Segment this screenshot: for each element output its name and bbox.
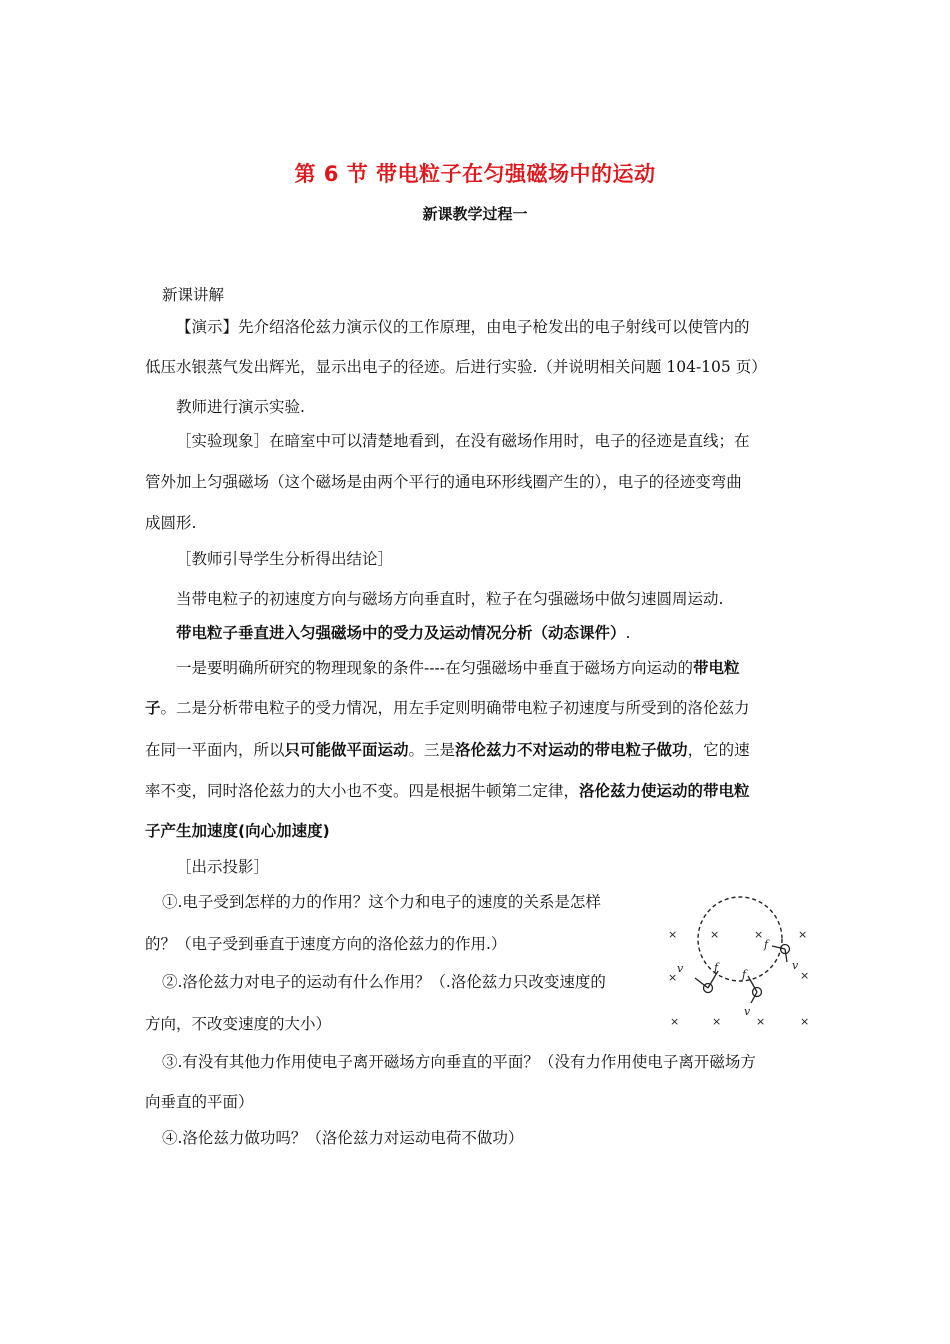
question-2-line2: 方向，不改变速度的大小） [145, 1015, 332, 1033]
para-guide: ［教师引导学生分析得出结论］ [176, 550, 394, 568]
field-mark: × [712, 1015, 722, 1028]
field-mark: × [668, 928, 678, 941]
analysis-bold: 子产生加速度(向心加速度) [145, 822, 330, 840]
velocity-arrow [785, 949, 787, 962]
analysis-bold: 带电粒 [692, 659, 740, 677]
para-analysis-line5 [145, 821, 330, 841]
magnetic-field-marks [668, 928, 809, 1028]
analysis-text: 在同一平面内，所以 [145, 741, 285, 759]
para-projection: ［出示投影］ [176, 858, 270, 876]
question-1-line2: 的？（电子受到垂直于速度方向的洛伦兹力的作用.） [145, 935, 507, 953]
para-teacher-demo: 教师进行演示实验. [176, 398, 305, 416]
field-mark: × [800, 1015, 810, 1028]
question-4: ④.洛伦兹力做功吗？（洛伦兹力对运动电荷不做功） [162, 1129, 524, 1147]
velocity-label: v [744, 1005, 751, 1018]
velocity-arrow [751, 992, 757, 1003]
lorentz-circle-figure [662, 893, 812, 1033]
field-mark: × [754, 928, 764, 941]
force-arrow [772, 946, 785, 949]
velocity-label: v [792, 959, 799, 972]
analysis-bold: 只可能做平面运动 [284, 741, 409, 759]
analysis-text: 。三是 [408, 741, 456, 759]
para-analysis-line2 [145, 698, 750, 718]
analysis-bold: 子 [145, 699, 161, 717]
velocity-arrow [695, 978, 708, 988]
velocity-label: v [677, 962, 684, 975]
para-phenomenon-line3: 成圆形. [145, 514, 197, 532]
para-analysis-heading [176, 623, 630, 643]
question-1-line1: ①.电子受到怎样的力的作用？这个力和电子的速度的关系是怎样 [162, 893, 601, 911]
para-demo-line2: 低压水银蒸气发出辉光，显示出电子的径迹。后进行实验.（并说明相关问题 104-105 页） [145, 358, 767, 376]
para-analysis-line4 [145, 781, 750, 801]
analysis-heading-bold: 带电粒子垂直进入匀强磁场中的受力及运动情况分析（动态课件） [176, 624, 626, 642]
page-subtitle: 新课教学过程一 [422, 205, 528, 223]
para-demo-line1: 【演示】先介绍洛伦兹力演示仪的工作原理，由电子枪发出的电子射线可以使管内的 [176, 318, 750, 336]
para-analysis-line1 [176, 658, 739, 678]
analysis-text: 一是要明确所研究的物理现象的条件----在匀强磁场中垂直于磁场方向运动的 [176, 659, 693, 677]
question-3-line2: 向垂直的平面） [145, 1093, 254, 1111]
question-2-line1: ②.洛伦兹力对电子的运动有什么作用？（.洛伦兹力只改变速度的 [162, 973, 606, 991]
analysis-heading-tail: . [625, 624, 631, 642]
page-title: 第 6 节 带电粒子在匀强磁场中的运动 [294, 162, 656, 186]
field-mark: × [668, 971, 678, 984]
analysis-text: 。二是分析带电粒子的受力情况，用左手定则明确带电粒子初速度与所受到的洛伦兹力 [160, 699, 750, 717]
analysis-text: 率不变，同时洛伦兹力的大小也不变。四是根据牛顿第二定律， [145, 782, 580, 800]
analysis-bold: 洛伦兹力使运动的带电粒 [579, 782, 750, 800]
force-label: f [714, 961, 719, 974]
field-mark: × [710, 928, 720, 941]
field-mark: × [670, 1015, 680, 1028]
section-label: 新课讲解 [162, 286, 225, 304]
para-analysis-line3 [145, 740, 750, 760]
force-label: f [742, 968, 747, 981]
analysis-text: ，它的速 [687, 741, 750, 759]
para-phenomenon-line1: ［实验现象］在暗室中可以清楚地看到，在没有磁场作用时，电子的径迹是直线；在 [176, 432, 750, 450]
field-mark: × [756, 1015, 766, 1028]
question-3-line1: ③.有没有其他力作用使电子离开磁场方向垂直的平面？（没有力作用使电子离开磁场方 [162, 1053, 756, 1071]
para-phenomenon-line2: 管外加上匀强磁场（这个磁场是由两个平行的通电环形线圈产生的），电子的径迹变弯曲 [145, 473, 742, 491]
para-conclusion: 当带电粒子的初速度方向与磁场方向垂直时，粒子在匀强磁场中做匀速圆周运动. [176, 590, 724, 608]
force-label: f [764, 938, 769, 951]
field-mark: × [798, 928, 808, 941]
field-mark: × [800, 969, 810, 982]
analysis-bold: 洛伦兹力不对运动的带电粒子做功 [455, 741, 688, 759]
